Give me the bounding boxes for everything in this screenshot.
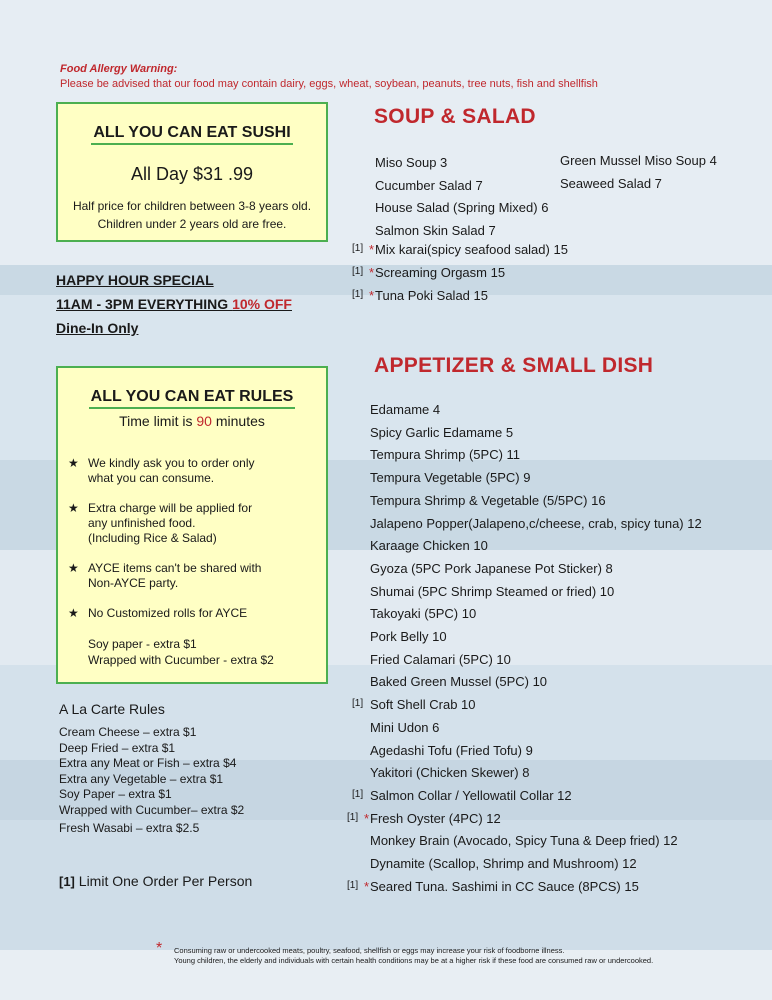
- a-la-carte-title: A La Carte Rules: [59, 701, 165, 717]
- menu-item: [345, 584, 765, 602]
- a-la-carte-item: Extra any Meat or Fish – extra $4: [59, 756, 237, 770]
- a-la-carte-item: Extra any Vegetable – extra $1: [59, 771, 224, 786]
- menu-item-text: Jalapeno Popper(Jalapeno,c/cheese, crab, spicy tuna) 12: [370, 515, 702, 531]
- menu-item: [345, 697, 765, 715]
- menu-item: [345, 402, 765, 420]
- raw-warning-star: *: [369, 288, 375, 303]
- menu-item: [345, 447, 765, 465]
- ayce-rules-box: [56, 366, 328, 684]
- menu-item-text: Yakitori (Chicken Skewer) 8: [370, 765, 530, 781]
- menu-item-text: Tempura Shrimp (5PC) 11: [370, 447, 521, 463]
- menu-item: [345, 879, 765, 897]
- menu-item: [345, 652, 765, 670]
- menu-item-text: Screaming Orgasm 15: [375, 265, 506, 280]
- soup-salad-right-list: [560, 150, 717, 195]
- limit-marker: [1]: [347, 811, 359, 823]
- happy-hour-title: HAPPY HOUR SPECIAL: [56, 272, 214, 288]
- menu-item-text: Mix karai(spicy seafood salad) 15: [375, 242, 568, 257]
- menu-item: [345, 606, 765, 624]
- a-la-carte-item: Fresh Wasabi – extra $2.5: [59, 821, 200, 835]
- allergy-warning-text: Please be advised that our food may contain dairy, eggs, wheat, soybean, peanuts, tree nuts, fish and shellfish: [60, 78, 598, 90]
- menu-item: [345, 629, 765, 647]
- menu-item-text: Soft Shell Crab 10: [370, 697, 476, 713]
- menu-item-text: Tuna Poki Salad 15: [375, 288, 488, 303]
- menu-item-text: Mini Udon 6: [370, 719, 440, 735]
- ayce-time-limit: [58, 413, 326, 429]
- happy-hour-time-text: 11AM - 3PM EVERYTHING: [56, 296, 233, 312]
- menu-item: Seaweed Salad 7: [560, 175, 662, 191]
- menu-item: [345, 561, 765, 579]
- limit-one-order-note: [59, 873, 252, 889]
- menu-item: [345, 538, 765, 556]
- ayce-rule-line: No Customized rolls for AYCE: [88, 606, 248, 620]
- ayce-rule-line: Non-AYCE party.: [88, 576, 179, 590]
- menu-item: [345, 493, 765, 511]
- star-bullet-icon: ★: [68, 456, 79, 470]
- star-bullet-icon: ★: [68, 606, 79, 620]
- ayce-sushi-title: ALL YOU CAN EAT SUSHI: [91, 124, 292, 145]
- menu-item: Miso Soup 3: [375, 155, 448, 170]
- happy-hour-time: [56, 296, 292, 312]
- limit-marker: [1]: [352, 266, 364, 277]
- limit-text: Limit One Order Per Person: [74, 873, 253, 889]
- appetizer-heading: APPETIZER & SMALL DISH: [374, 354, 654, 377]
- ayce-sushi-price: All Day $31 .99: [130, 164, 254, 184]
- ayce-rule-line: Extra charge will be applied for: [88, 501, 253, 515]
- time-limit-value: 90: [196, 413, 212, 429]
- ayce-sushi-children-note: Half price for children between 3-8 years old.: [72, 199, 312, 213]
- ayce-rule-line: AYCE items can't be shared with: [88, 561, 262, 575]
- menu-item-text: Gyoza (5PC Pork Japanese Pot Sticker) 8: [370, 560, 613, 576]
- time-limit-prefix: Time limit is: [119, 413, 197, 429]
- a-la-carte-item: Wrapped with Cucumber– extra $2: [59, 802, 245, 817]
- raw-warning-star: *: [364, 878, 370, 894]
- ayce-rule-line: We kindly ask you to order only: [88, 456, 255, 470]
- star-bullet-icon: ★: [68, 561, 79, 575]
- ayce-extra-item: Wrapped with Cucumber - extra $2: [88, 653, 274, 667]
- ayce-rule-line: any unfinished food.: [88, 516, 196, 530]
- menu-item-text: Fresh Oyster (4PC) 12: [370, 810, 501, 826]
- ayce-rule: [58, 501, 328, 551]
- ayce-extras: [88, 636, 274, 668]
- ayce-rule-line: what you can consume.: [88, 471, 215, 485]
- menu-item-text: Shumai (5PC Shrimp Steamed or fried) 10: [370, 583, 615, 599]
- menu-item: [345, 743, 765, 761]
- menu-item-text: Spicy Garlic Edamame 5: [370, 424, 514, 440]
- menu-item: Green Mussel Miso Soup 4: [560, 153, 717, 168]
- limit-marker: [1]: [352, 788, 364, 800]
- menu-item-text: Agedashi Tofu (Fried Tofu) 9: [370, 742, 533, 758]
- menu-item-text: Fried Calamari (5PC) 10: [370, 651, 511, 667]
- a-la-carte-list: [59, 725, 244, 837]
- menu-item-text: Takoyaki (5PC) 10: [370, 606, 477, 622]
- menu-item: [345, 788, 765, 806]
- ayce-rule-line: (Including Rice & Salad): [88, 531, 217, 545]
- raw-warning-star: *: [364, 810, 370, 826]
- dine-in-only: Dine-In Only: [56, 320, 139, 336]
- limit-marker: [1]: [352, 289, 364, 300]
- menu-item: [345, 470, 765, 488]
- menu-item-text: Tempura Vegetable (5PC) 9: [370, 470, 531, 486]
- menu-item: Salmon Skin Salad 7: [375, 223, 496, 239]
- allergy-warning-title: Food Allergy Warning:: [60, 63, 178, 75]
- a-la-carte-item: Cream Cheese – extra $1: [59, 725, 197, 739]
- time-limit-suffix: minutes: [211, 413, 265, 429]
- menu-item: Cucumber Salad 7: [375, 177, 483, 193]
- menu-item-text: Seared Tuna. Sashimi in CC Sauce (8PCS) 15: [370, 878, 639, 894]
- raw-warning-star: *: [156, 940, 163, 957]
- ayce-sushi-infant-note: Children under 2 years old are free.: [97, 217, 287, 231]
- menu-item: [345, 516, 765, 534]
- menu-item-text: Monkey Brain (Avocado, Spicy Tuna & Deep fried) 12: [370, 833, 678, 849]
- soup-salad-heading: SOUP & SALAD: [374, 105, 536, 128]
- menu-item: [345, 674, 765, 692]
- limit-marker: [1]: [352, 698, 364, 710]
- ayce-rule: [58, 456, 328, 496]
- footnote-line-2: Young children, the elderly and individuals with certain health conditions may be at a higher risk if these food are consumed raw or undercooked.: [174, 956, 654, 965]
- menu-item: [345, 811, 765, 829]
- footnote-line-1: Consuming raw or undercooked meats, poultry, seafood, shellfish or eggs may increase your risk of foodborne illness.: [174, 946, 565, 955]
- menu-item: [345, 856, 765, 874]
- menu-item: [345, 833, 765, 851]
- happy-hour-discount: 10% OFF: [232, 296, 292, 312]
- ayce-sushi-box: [56, 102, 328, 242]
- menu-item-text: Karaage Chicken 10: [370, 538, 488, 554]
- menu-item-text: Pork Belly 10: [370, 629, 447, 644]
- menu-item: [345, 765, 765, 783]
- star-bullet-icon: ★: [68, 501, 79, 515]
- menu-item-text: Salmon Collar / Yellowatil Collar 12: [370, 787, 572, 803]
- soup-salad-left-list: [375, 152, 548, 243]
- a-la-carte-item: Soy Paper – extra $1: [59, 787, 172, 801]
- appetizer-list: [345, 402, 765, 902]
- limit-marker: [1]: [59, 874, 75, 889]
- menu-item: [345, 720, 765, 738]
- ayce-rule: [58, 561, 328, 596]
- limit-marker: [1]: [347, 879, 359, 891]
- ayce-rule: [58, 606, 328, 626]
- limit-marker: [1]: [352, 243, 364, 254]
- ayce-extra-item: Soy paper - extra $1: [88, 637, 197, 651]
- a-la-carte-item: Deep Fried – extra $1: [59, 740, 176, 755]
- menu-item-text: Tempura Shrimp & Vegetable (5/5PC) 16: [370, 492, 606, 508]
- raw-warning-star: *: [369, 265, 375, 280]
- menu-item: [345, 425, 765, 443]
- raw-warning-star: *: [369, 242, 375, 257]
- menu-item-text: Edamame 4: [370, 402, 441, 417]
- ayce-rules-title: ALL YOU CAN EAT RULES: [89, 388, 296, 409]
- menu-item-text: Baked Green Mussel (5PC) 10: [370, 674, 548, 690]
- menu-item-text: Dynamite (Scallop, Shrimp and Mushroom) 12: [370, 856, 637, 871]
- menu-item: House Salad (Spring Mixed) 6: [375, 200, 549, 216]
